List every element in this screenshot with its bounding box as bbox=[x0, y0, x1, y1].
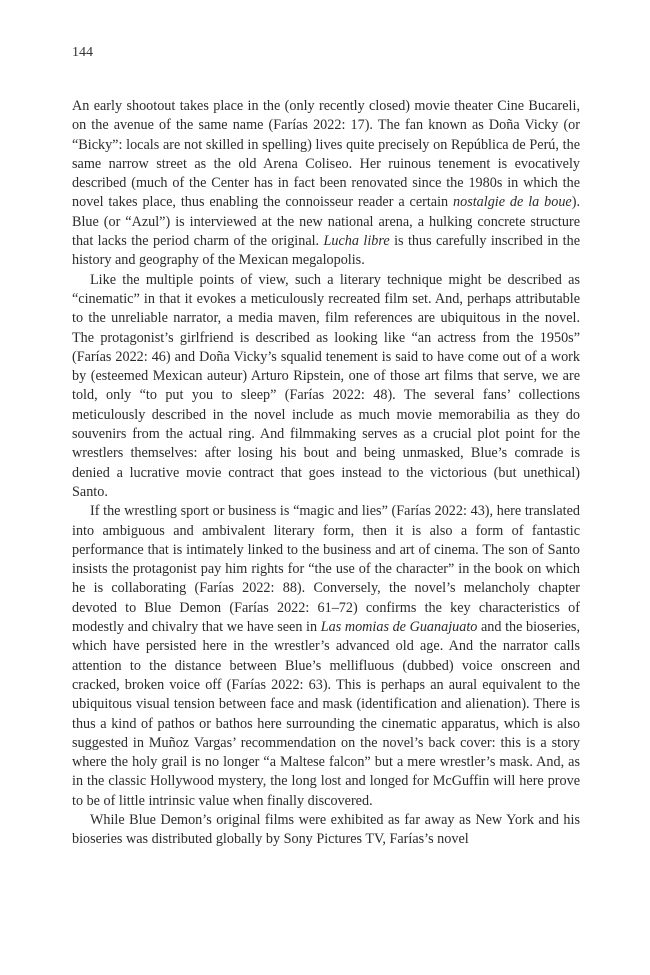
italic-text: Lucha libre bbox=[323, 233, 390, 250]
text-run: and the bioseries, which have persisted here in the wrestler’s advanced old age. And the narrator calls attention to the distance between Blue’s mellifluous (dubbed) voice onscreen and cracked, broken voice off (Farías 2022: 63). This is perhaps an aural equivalent to the ubiquitous visual tension between face and mask (identification and alienation). There is thus a kind of pathos or bathos here surrounding the cinematic apparatus, which is also suggested in Muñoz Vargas’ recommendation on the novel’s back cover: this is a story where the holy grail is no longer “a Maltese falcon” but a mere wrestler’s mask. And, as in the classic Hollywood mystery, the long lost and longed for McGuffin will here prove to be of little intrinsic value when finally discovered. bbox=[72, 619, 580, 809]
paragraph bbox=[72, 271, 580, 503]
text-run: is thus carefully inscribed in the history and geography of the Mexican megalopolis. bbox=[72, 233, 580, 269]
paragraph bbox=[72, 811, 580, 850]
text-run: ). Blue (or “Azul”) is interviewed at the new national arena, a hulking concrete structure that lacks the period charm of the original. bbox=[72, 194, 580, 250]
text-run: Like the multiple points of view, such a literary technique might be described as “cinematic” in that it evokes a meticulously recreated film set. And, perhaps attributable to the unreliable narrator, a media maven, film references are ubiquitous in the novel. The protagonist’s girlfriend is described as looking like “an actress from the 1950s” (Farías 2022: 46) and Doña Vicky’s squalid tenement is said to have come out of a work by (esteemed Mexican auteur) Arturo Ripstein, one of those art films that serve, we are told, only “to put you to sleep” (Farías 2022: 48). The several fans’ collections meticulously described in the novel include as much movie memorabilia as they do souvenirs from the actual ring. And filmmaking serves as a crucial plot point for the wrestlers themselves: after losing his bout and being unmasked, Blue’s comrade is denied a lucrative movie contract that goes instead to the victorious (but unethical) Santo. bbox=[72, 271, 580, 500]
page-number: 144 bbox=[72, 45, 93, 60]
paragraph bbox=[72, 502, 580, 811]
body-text bbox=[72, 97, 580, 850]
italic-text: Las momias de Guanajuato bbox=[320, 619, 478, 636]
text-run: An early shootout takes place in the (only recently closed) movie theater Cine Bucareli, on the avenue of the same name (Farías 2022: 17). The fan known as Doña Vicky (or “Bicky”: locals are not skilled in spelling) lives quite precisely on República de Perú, the same narrow street as the old Arena Coliseo. Her ruinous tenement is evocatively described (much of the Center has in fact been renovated since the 1980s in which the novel takes place, thus enabling the connoisseur reader a certain bbox=[72, 98, 580, 211]
paragraph bbox=[72, 97, 580, 271]
italic-text: nostalgie de la boue bbox=[453, 194, 572, 211]
text-run: If the wrestling sport or business is “magic and lies” (Farías 2022: 43), here translated into ambiguous and ambivalent literary form, then it is also a form of fantastic performance that is intimately linked to the business and art of cinema. The son of Santo insists the protagonist pay him rights for “the use of the character” in the book on which he is collaborating (Farías 2022: 88). Conversely, the novel’s melancholy chapter devoted to Blue Demon (Farías 2022: 61–72) confirms the key characteristics of modestly and chivalry that we have seen in bbox=[72, 503, 580, 636]
text-run: While Blue Demon’s original films were exhibited as far away as New York and his bioseries was distributed globally by Sony Pictures TV, Farías’s novel bbox=[72, 811, 580, 848]
